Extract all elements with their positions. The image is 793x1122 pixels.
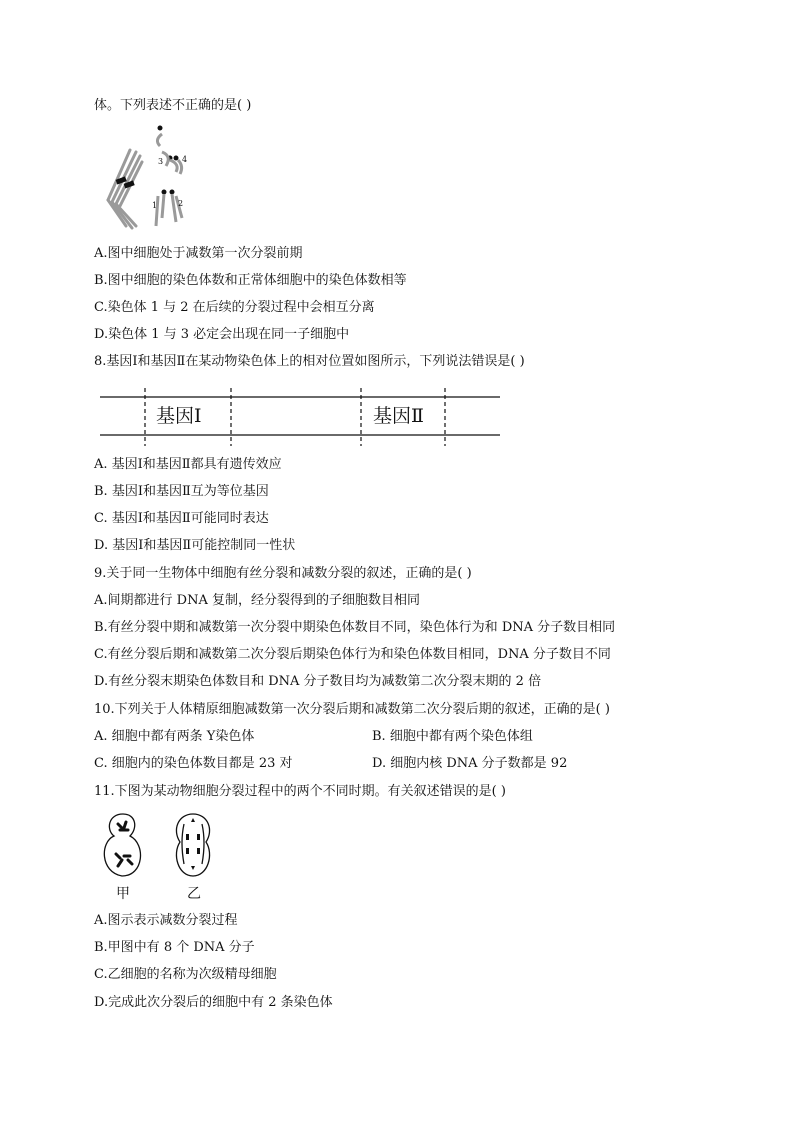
q10-stem: 10.下列关于人体精原细胞减数第一次分裂后期和减数第二次分裂后期的叙述，正确的是( ) [94, 702, 610, 717]
q9-option-d: D.有丝分裂末期染色体数目和 DNA 分子数目均为减数第二次分裂末期的 2 倍 [94, 674, 542, 689]
chromosome-number-4: 4 [182, 155, 188, 164]
chromosome-number-3: 3 [158, 157, 164, 166]
q9-option-a: A.间期都进行 DNA 复制，经分裂得到的子细胞数目相同 [94, 593, 420, 608]
q10-option-d: D. 细胞内核 DNA 分子数都是 92 [372, 756, 568, 771]
q7-option-a: A.图中细胞处于减数第一次分裂前期 [94, 246, 303, 261]
q11-option-b: B.甲图中有 8 个 DNA 分子 [94, 940, 255, 955]
q10-option-c: C. 细胞内的染色体数目都是 23 对 [94, 756, 293, 771]
cell-division-figure [96, 810, 232, 904]
q7-option-b: B.图中细胞的染色体数和正常体细胞中的染色体数相等 [94, 273, 407, 288]
q8-option-b: B. 基因Ⅰ和基因Ⅱ互为等位基因 [94, 484, 269, 499]
q9-stem: 9.关于同一生物体中细胞有丝分裂和减数分裂的叙述，正确的是( ) [94, 566, 472, 581]
q10-option-b: B. 细胞中都有两个染色体组 [372, 729, 533, 744]
q8-option-a: A. 基因Ⅰ和基因Ⅱ都具有遗传效应 [94, 457, 282, 472]
q9-option-b: B.有丝分裂中期和减数第一次分裂中期染色体数目不同，染色体行为和 DNA 分子数目相同 [94, 620, 616, 635]
chromosome-number-1: 1 [152, 201, 158, 210]
cell-yi-label: 乙 [187, 886, 201, 902]
gene-position-figure [96, 388, 504, 448]
q9-option-c: C.有丝分裂后期和减数第二次分裂后期染色体行为和染色体数目相同，DNA 分子数目不同 [94, 647, 611, 662]
q7-option-d: D.染色体 1 与 3 必定会出现在同一子细胞中 [94, 327, 350, 342]
q7-option-c: C.染色体 1 与 2 在后续的分裂过程中会相互分离 [94, 300, 375, 315]
gene-1-label: 基因Ⅰ [156, 405, 202, 427]
q11-option-c: C.乙细胞的名称为次级精母细胞 [94, 967, 277, 982]
gene-2-label: 基因Ⅱ [373, 405, 424, 427]
q8-option-c: C. 基因Ⅰ和基因Ⅱ可能同时表达 [94, 511, 269, 526]
q8-stem: 8.基因Ⅰ和基因Ⅱ在某动物染色体上的相对位置如图所示，下列说法错误是( ) [94, 354, 525, 369]
cell-jia-label: 甲 [116, 886, 130, 902]
q11-option-a: A.图示表示减数分裂过程 [94, 913, 238, 928]
q11-option-d: D.完成此次分裂后的细胞中有 2 条染色体 [94, 995, 333, 1010]
q8-option-d: D. 基因Ⅰ和基因Ⅱ可能控制同一性状 [94, 538, 296, 553]
chromosome-number-2: 2 [178, 199, 184, 208]
q10-option-a: A. 细胞中都有两条 Y染色体 [94, 729, 255, 744]
chromosome-figure [96, 122, 196, 234]
q7-stem: 体。下列表述不正确的是( ) [94, 98, 252, 113]
q11-stem: 11.下图为某动物细胞分裂过程中的两个不同时期。有关叙述错误的是( ) [94, 784, 506, 799]
